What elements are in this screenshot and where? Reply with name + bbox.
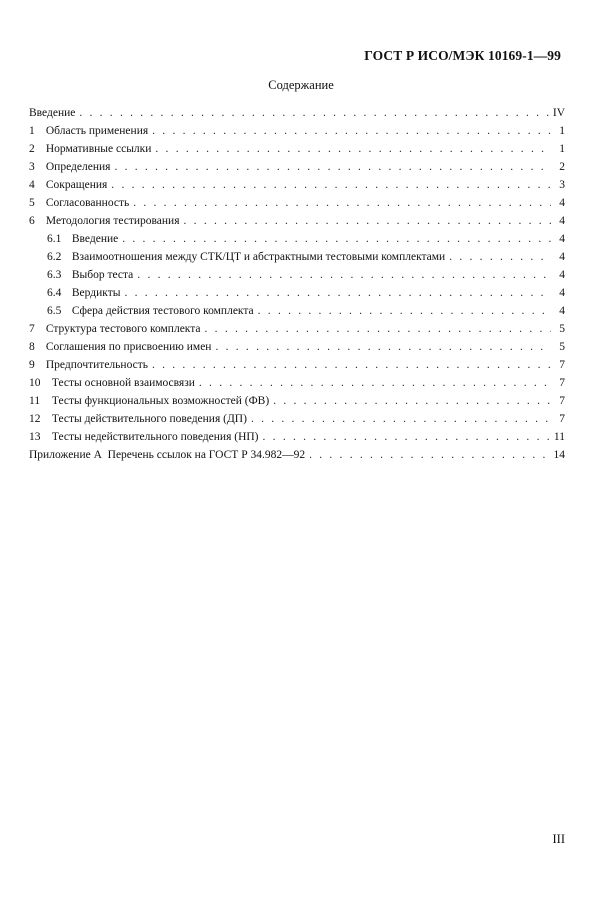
toc-entry-page: 7: [559, 359, 565, 371]
toc-entry-label: [29, 143, 151, 155]
toc-entry-number: 4: [29, 179, 35, 191]
toc-leader-dots: [155, 143, 551, 155]
toc-entry-page: 4: [559, 197, 565, 209]
toc-entry-3[interactable]: [29, 161, 565, 179]
toc-entry-number: 6.2: [47, 251, 62, 263]
toc-entry-number: 9: [29, 359, 35, 371]
toc-entry-label: [29, 323, 201, 335]
toc-entry-introduction[interactable]: [29, 107, 565, 125]
toc-entry-number: 7: [29, 323, 35, 335]
toc-leader-dots: [124, 287, 551, 299]
toc-entry-page: 5: [559, 341, 565, 353]
toc-entry-number: 6: [29, 215, 35, 227]
toc-entry-title: Предпочтительность: [45, 359, 148, 371]
toc-entry-2[interactable]: [29, 143, 565, 161]
toc-leader-dots: [258, 305, 551, 317]
toc-entry-number: 6.5: [47, 305, 62, 317]
toc-entry-page: 14: [553, 449, 565, 461]
toc-leader-dots: [205, 323, 551, 335]
toc-entry-number: 6.4: [47, 287, 62, 299]
toc-entry-page: 4: [559, 287, 565, 299]
toc-leader-dots: [122, 233, 551, 245]
toc-entry-title: Тесты недействительного поведения (НП): [51, 431, 259, 443]
toc-entry-number: 8: [29, 341, 35, 353]
toc-entry-label: [29, 179, 107, 191]
toc-entry-number: 1: [29, 125, 35, 137]
toc-entry-number: 10: [29, 377, 41, 389]
toc-entry-page: 7: [559, 413, 565, 425]
toc-entry-label: [29, 125, 148, 137]
toc-entry-label: [29, 341, 211, 353]
toc-entry-number: 3: [29, 161, 35, 173]
toc-entry-number: 13: [29, 431, 41, 443]
toc-entry-title: Методология тестирования: [45, 215, 180, 227]
toc-entry-13[interactable]: [29, 431, 565, 449]
toc-entry-title: Выбор теста: [71, 269, 134, 281]
toc-entry-page: 4: [559, 251, 565, 263]
toc-entry-title: Область применения: [45, 125, 149, 137]
toc-entry-1[interactable]: [29, 125, 565, 143]
toc-entry-6-4[interactable]: [29, 287, 565, 305]
toc-leader-dots: [137, 269, 551, 281]
toc-entry-page: 11: [553, 431, 565, 443]
toc-entry-label: Введение: [29, 107, 76, 119]
document-header: ГОСТ Р ИСО/МЭК 10169-1—99: [364, 48, 561, 63]
toc-entry-label: [47, 269, 133, 281]
toc-leader-dots: [114, 161, 551, 173]
page-number: III: [552, 832, 565, 846]
toc-title: Содержание: [268, 78, 334, 92]
toc-leader-dots: [152, 359, 551, 371]
toc-entry-label: Приложение А Перечень ссылок на ГОСТ Р 34.982—92: [29, 449, 306, 461]
toc-entry-title: Сокращения: [45, 179, 108, 191]
toc-entry-title: Тесты функциональных возможностей (ФВ): [51, 395, 270, 407]
toc-entry-6[interactable]: [29, 215, 565, 233]
toc-entry-label: [29, 359, 148, 371]
toc-entry-6-3[interactable]: [29, 269, 565, 287]
toc-leader-dots: [79, 107, 549, 119]
toc-entry-number: 6.3: [47, 269, 62, 281]
toc-entry-12[interactable]: [29, 413, 565, 431]
toc-entry-page: 2: [559, 161, 565, 173]
toc-entry-10[interactable]: [29, 377, 565, 395]
table-of-contents: [29, 107, 565, 467]
toc-entry-label: [47, 305, 254, 317]
toc-entry-page: 4: [559, 269, 565, 281]
toc-entry-5[interactable]: [29, 197, 565, 215]
toc-entry-page: 7: [559, 395, 565, 407]
toc-leader-dots: [449, 251, 551, 263]
toc-entry-label: [29, 431, 259, 443]
toc-entry-page: IV: [552, 107, 565, 119]
toc-entry-page: 7: [559, 377, 565, 389]
toc-entry-11[interactable]: [29, 395, 565, 413]
toc-entry-label: [29, 197, 129, 209]
toc-entry-page: 3: [559, 179, 565, 191]
toc-entry-number: 6.1: [47, 233, 62, 245]
toc-entry-label: [47, 233, 118, 245]
toc-leader-dots: [152, 125, 551, 137]
toc-entry-number: 5: [29, 197, 35, 209]
toc-entry-title: Вердикты: [71, 287, 121, 299]
toc-leader-dots: [263, 431, 550, 443]
toc-entry-number: 2: [29, 143, 35, 155]
toc-entry-label: [29, 215, 180, 227]
toc-entry-6-5[interactable]: [29, 305, 565, 323]
toc-leader-dots: [251, 413, 551, 425]
toc-entry-label: [29, 377, 195, 389]
toc-entry-title: Соглашения по присвоению имен: [45, 341, 212, 353]
toc-entry-6-1[interactable]: [29, 233, 565, 251]
toc-entry-title: Введение: [71, 233, 119, 245]
toc-entry-7[interactable]: [29, 323, 565, 341]
toc-entry-title: Согласованность: [45, 197, 130, 209]
toc-entry-8[interactable]: [29, 341, 565, 359]
toc-entry-label: [47, 251, 445, 263]
toc-entry-title: Тесты действительного поведения (ДП): [51, 413, 247, 425]
toc-entry-page: 1: [559, 143, 565, 155]
toc-leader-dots: [133, 197, 551, 209]
toc-entry-9[interactable]: [29, 359, 565, 377]
toc-entry-label: [29, 413, 247, 425]
toc-leader-dots: [215, 341, 551, 353]
toc-entry-number: 11: [29, 395, 41, 407]
toc-entry-title: Структура тестового комплекта: [45, 323, 201, 335]
toc-entry-title: Сфера действия тестового комплекта: [71, 305, 254, 317]
toc-entry-label: [29, 161, 110, 173]
toc-leader-dots: [111, 179, 551, 191]
toc-entry-page: 1: [559, 125, 565, 137]
toc-entry-label: [29, 395, 269, 407]
toc-leader-dots: [273, 395, 551, 407]
toc-entry-page: 5: [559, 323, 565, 335]
toc-entry-title: Взаимоотношения между СТК/ЦТ и абстрактными тестовыми комплектами: [71, 251, 446, 263]
toc-entry-appendix-a[interactable]: [29, 449, 565, 467]
toc-entry-title: Тесты основной взаимосвязи: [51, 377, 195, 389]
toc-entry-page: 4: [559, 215, 565, 227]
toc-entry-6-2[interactable]: [29, 251, 565, 269]
toc-entry-4[interactable]: [29, 179, 565, 197]
toc-leader-dots: [184, 215, 551, 227]
toc-entry-title: Нормативные ссылки: [45, 143, 152, 155]
toc-entry-page: 4: [559, 233, 565, 245]
toc-entry-number: 12: [29, 413, 41, 425]
toc-leader-dots: [199, 377, 551, 389]
toc-entry-label: [47, 287, 120, 299]
toc-leader-dots: [309, 449, 549, 461]
toc-entry-title: Определения: [45, 161, 111, 173]
toc-entry-page: 4: [559, 305, 565, 317]
